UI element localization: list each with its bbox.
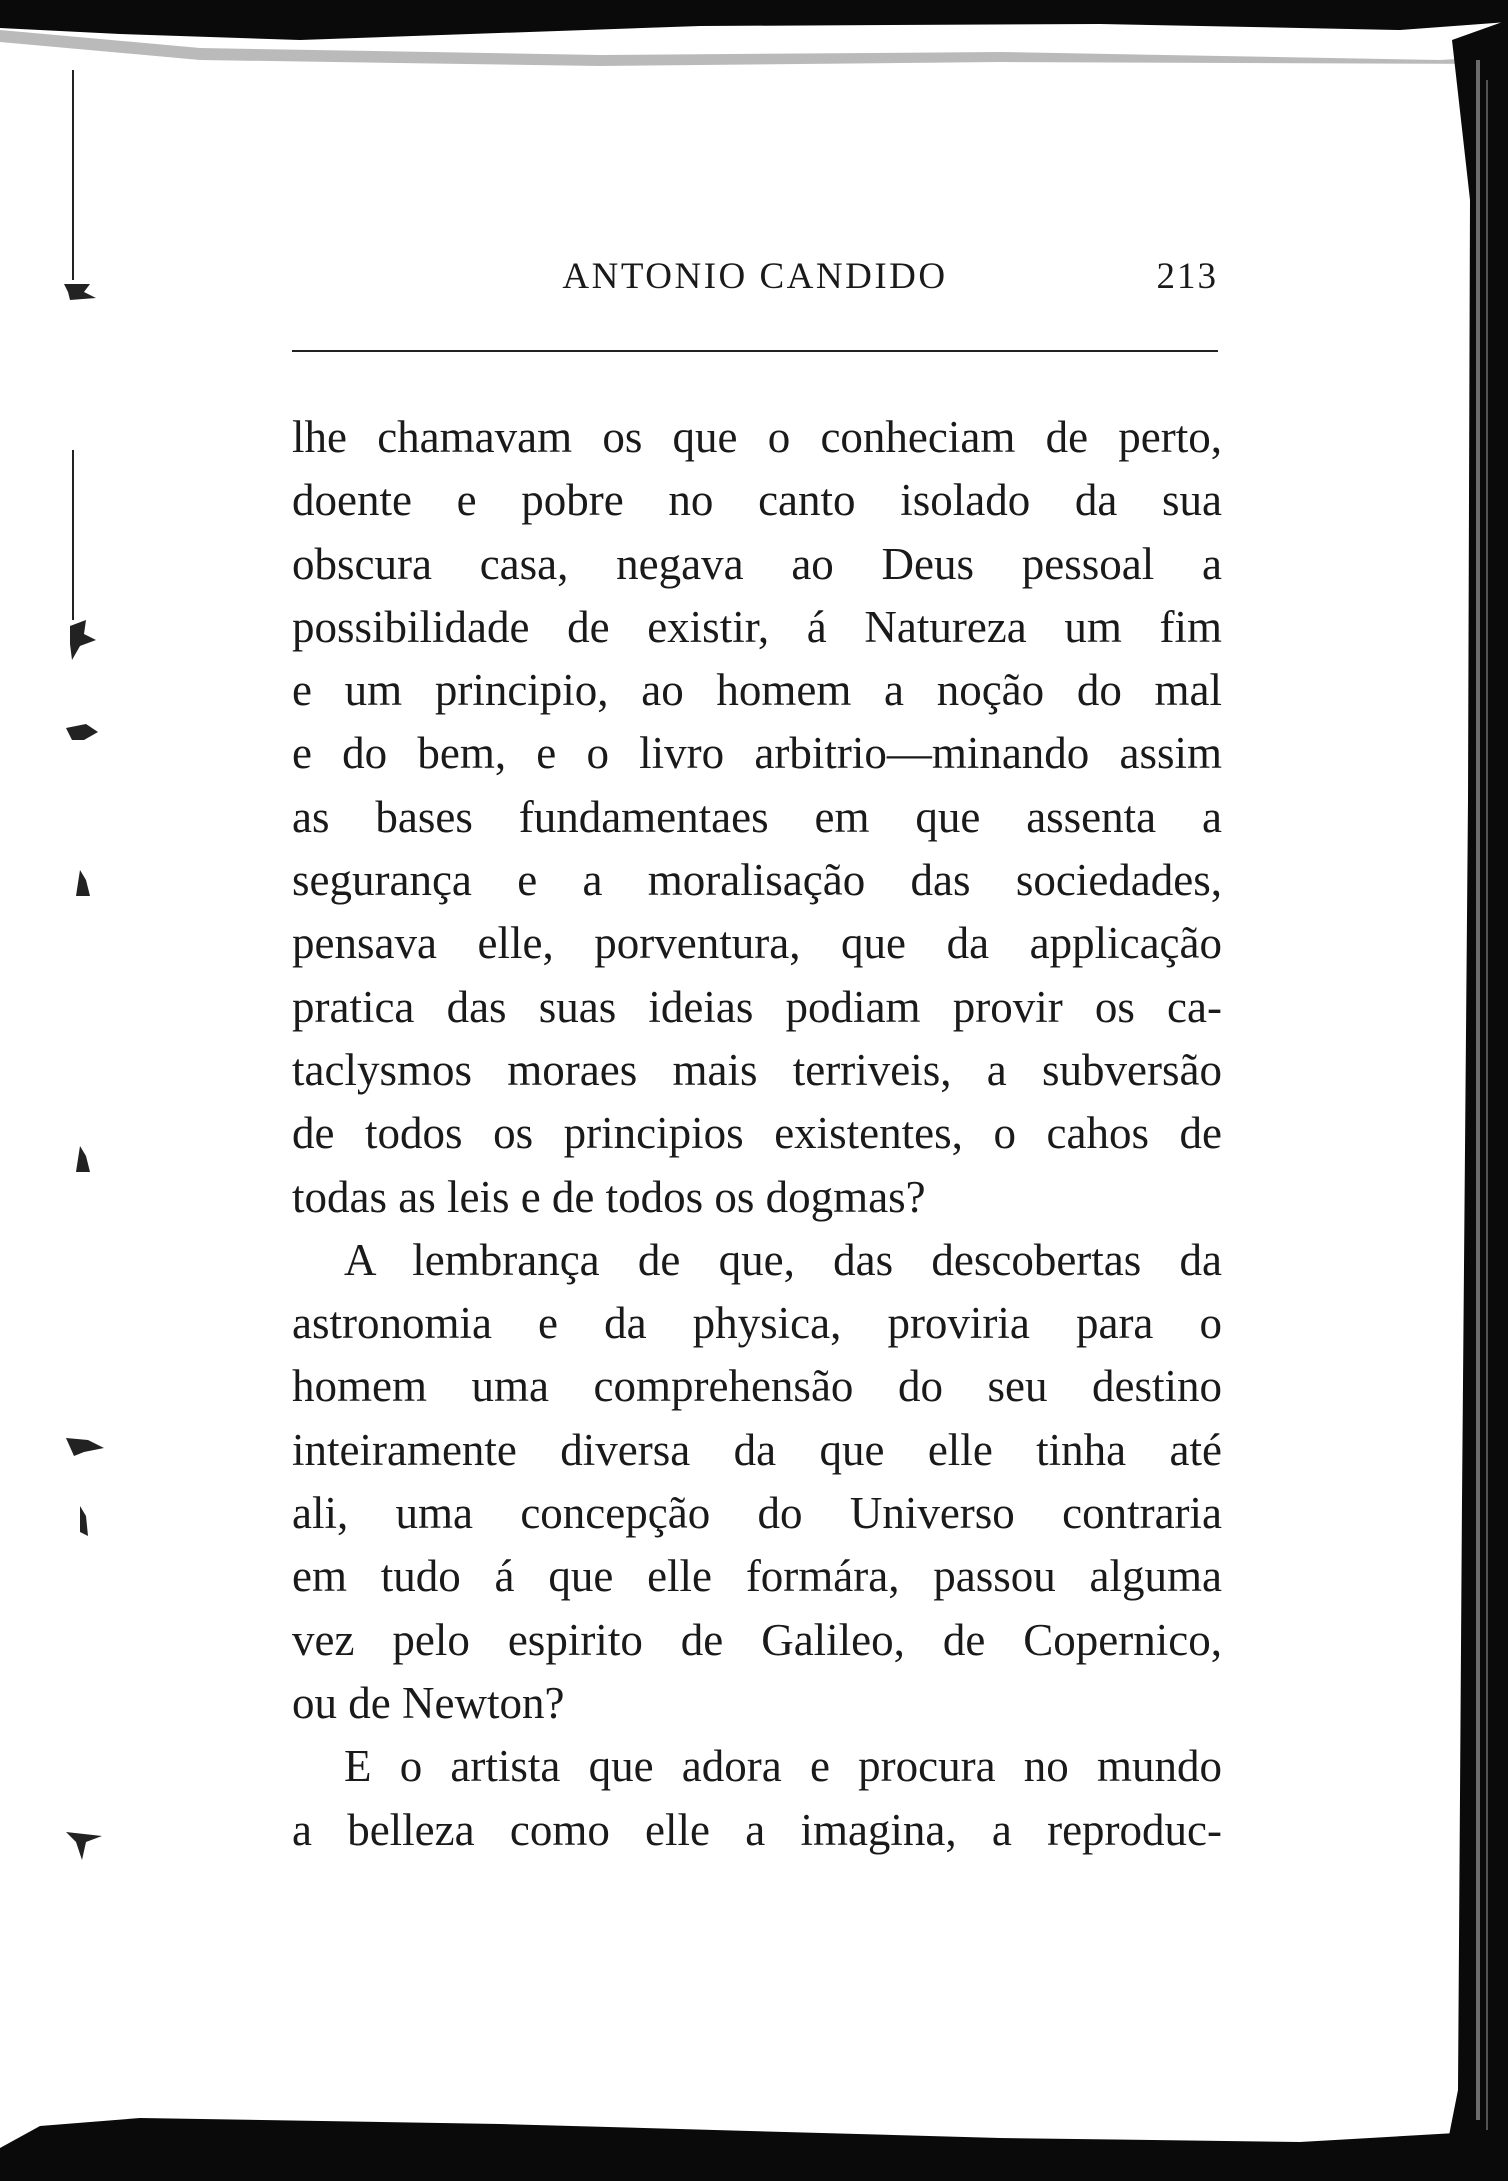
text-line: e um principio, ao homem a noção do mal (292, 665, 1222, 716)
right-spine-highlight (1476, 60, 1480, 2120)
body-text (292, 406, 1222, 1862)
header-rule (292, 350, 1218, 352)
text-line: ou de Newton? (292, 1677, 565, 1728)
text-line: em tudo á que elle formára, passou alguma (292, 1551, 1222, 1602)
text-line: doente e pobre no canto isolado da sua (292, 475, 1222, 526)
page-number: 213 (1156, 256, 1218, 297)
margin-mark-1 (64, 284, 96, 300)
margin-mark-5 (76, 1146, 90, 1172)
text-line: pratica das suas ideias podiam provir os ca- (292, 981, 1222, 1032)
text-line: e do bem, e o livro arbitrio—minando assim (292, 728, 1222, 779)
margin-mark-8 (66, 1832, 102, 1860)
text-line: astronomia e da physica, proviria para o (292, 1298, 1222, 1349)
running-header (292, 250, 1218, 310)
left-margin-line-1 (72, 70, 74, 280)
text-line: as bases fundamentaes em que assenta a (292, 791, 1222, 842)
text-line: pensava elle, porventura, que da applicação (292, 918, 1222, 969)
right-scan-edge (1440, 20, 1508, 2181)
text-line: possibilidade de existir, á Natureza um fim (292, 601, 1222, 652)
text-line: segurança e a moralisação das sociedades, (292, 855, 1222, 906)
text-line: de todos os principios existentes, o cahos de (292, 1108, 1222, 1159)
text-line: ali, uma concepção do Universo contraria (292, 1488, 1222, 1539)
paragraph-start-line: A lembrança de que, das descobertas da (344, 1234, 1222, 1285)
paragraph-start-line: E o artista que adora e procura no mundo (344, 1741, 1222, 1792)
left-margin-line-2 (72, 450, 74, 620)
text-line: obscura casa, negava ao Deus pessoal a (292, 538, 1222, 589)
running-title: ANTONIO CANDIDO (562, 256, 948, 297)
bottom-scan-edge (0, 2118, 1508, 2181)
top-scan-edge (0, 0, 1508, 40)
right-spine-line (1486, 80, 1488, 2130)
margin-mark-3 (66, 724, 98, 740)
margin-mark-2 (70, 620, 96, 660)
text-line: a belleza como elle a imagina, a reproduc- (292, 1804, 1222, 1855)
text-line: todas as leis e de todos os dogmas? (292, 1171, 926, 1222)
margin-mark-7 (80, 1506, 88, 1536)
margin-mark-6 (66, 1438, 104, 1456)
text-line: homem uma comprehensão do seu destino (292, 1361, 1222, 1412)
text-line: inteiramente diversa da que elle tinha até (292, 1424, 1222, 1475)
margin-mark-4 (76, 870, 90, 896)
text-line: lhe chamavam os que o conheciam de perto, (292, 412, 1222, 462)
text-line: taclysmos moraes mais terriveis, a subversão (292, 1044, 1222, 1095)
text-line: vez pelo espirito de Galileo, de Copernico, (292, 1614, 1222, 1665)
